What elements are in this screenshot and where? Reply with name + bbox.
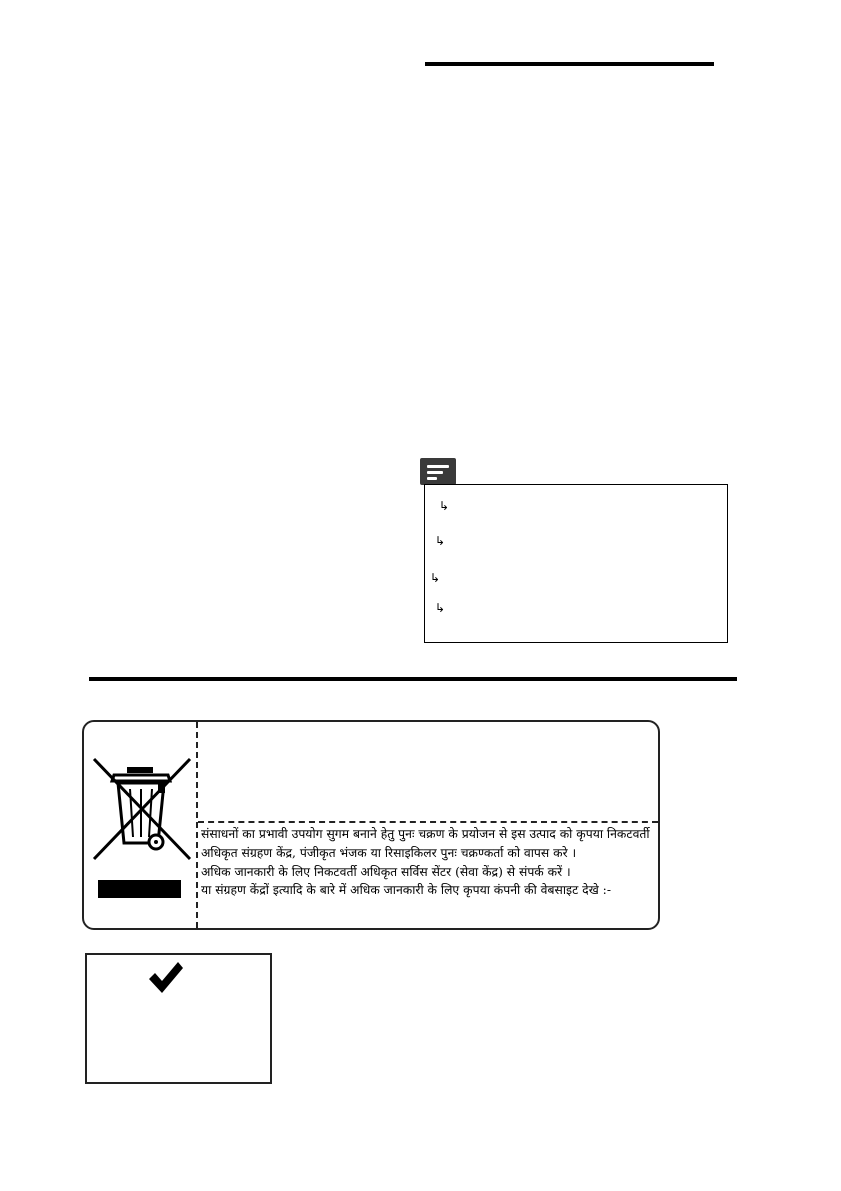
notice-line: अधिक जानकारी के लिए निकटवर्ती अधिकृत सर्विस सेंटर (सेवा केंद्र) से संपर्क करें । <box>201 864 571 879</box>
arrow-bullet-icon: ↳ <box>435 534 446 548</box>
arrow-bullet-icon: ↳ <box>439 499 450 513</box>
arrow-bullet-icon: ↳ <box>435 601 446 615</box>
notice-line: या संग्रहण केंद्रों इत्यादि के बारे में अधिक जानकारी के लिए कृपया कंपनी की वेबसाइट देखे :- <box>201 883 611 898</box>
heading-rule <box>425 62 714 66</box>
notice-line: संसाधनों का प्रभावी उपयोग सुगम बनाने हेतु पुनः चक्रण के प्रयोजन से इस उत्पाद को कृपया निकटवर्ती <box>201 827 650 841</box>
black-bar-marking <box>98 880 181 898</box>
recycling-notice-text <box>201 825 657 900</box>
note-icon <box>420 458 456 485</box>
checkmark-icon <box>147 959 185 997</box>
arrow-bullet-icon: ↳ <box>430 571 441 585</box>
notice-line: अधिकृत संग्रहण केंद्र, पंजीकृत भंजक या रिसाइकिलर पुनः चक्रण्कर्ता को वापस करे । <box>201 845 577 860</box>
dashed-divider-vertical <box>196 722 198 928</box>
section-divider <box>89 677 737 681</box>
crossed-out-wheelie-bin-icon <box>90 755 194 863</box>
dashed-divider-horizontal <box>198 821 658 823</box>
note-box <box>424 484 728 643</box>
